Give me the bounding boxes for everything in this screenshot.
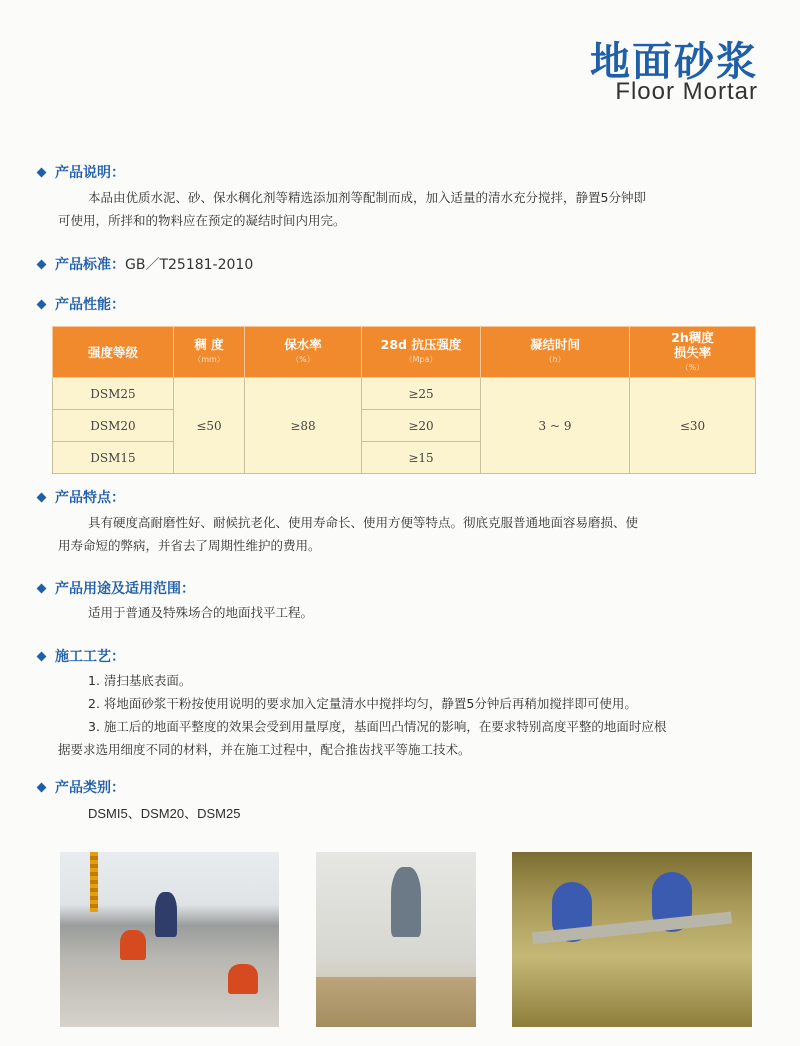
water-retention-cell: ≥88	[245, 378, 362, 474]
diamond-bullet-icon	[37, 299, 47, 309]
header-loss-rate: 2h稠度 损失率 （%）	[630, 327, 756, 378]
worker-figure	[391, 867, 421, 937]
section-usage-heading	[38, 578, 195, 598]
header-setting-time: 凝结时间 （h）	[481, 327, 630, 378]
section-description-heading	[38, 162, 125, 182]
usage-line-1: 适用于普通及特殊场合的地面找平工程。	[88, 605, 314, 620]
consistency-cell: ≤50	[174, 378, 245, 474]
header-grade: 强度等级	[53, 327, 174, 378]
header-strength: 28d 抗压强度 （Mpa）	[362, 327, 481, 378]
section-process-heading	[38, 646, 125, 666]
worker-figure	[228, 964, 258, 994]
header-consistency: 稠 度 （mm）	[174, 327, 245, 378]
process-step-1: 1. 清扫基底表面。	[88, 673, 192, 688]
section-label: 产品标准：	[55, 257, 125, 273]
standard-value: GB／T25181-2010	[125, 257, 254, 273]
table-header-row	[53, 327, 756, 378]
section-label: 施工工艺：	[55, 649, 125, 665]
diamond-bullet-icon	[37, 259, 47, 269]
table-row	[53, 378, 756, 410]
diamond-bullet-icon	[37, 651, 47, 661]
section-category-heading	[38, 777, 125, 797]
section-standard-heading	[38, 254, 253, 274]
strength-cell: ≥15	[362, 442, 481, 474]
features-line-2: 用寿命短的弊病，并省去了周期性维护的费用。	[58, 538, 321, 553]
section-performance-heading	[38, 294, 125, 314]
strength-cell: ≥25	[362, 378, 481, 410]
description-line-2: 可使用，所拌和的物料应在预定的凝结时间内用完。	[58, 213, 346, 228]
floor-shape	[316, 977, 476, 1027]
category-value: DSMI5、DSM20、DSM25	[88, 806, 241, 821]
process-step-3b: 据要求选用细度不同的材料，并在施工过程中，配合推齿找平等施工技术。	[58, 742, 471, 757]
diamond-bullet-icon	[37, 167, 47, 177]
worker-figure	[155, 892, 177, 937]
section-label: 产品说明：	[55, 165, 125, 181]
crane-shape	[90, 852, 98, 912]
grade-cell: DSM25	[53, 378, 174, 410]
grade-cell: DSM15	[53, 442, 174, 474]
process-step-3a: 3. 施工后的地面平整度的效果会受到用量厚度，基面凹凸情况的影响，在要求特别高度平整的地面时应根	[88, 719, 667, 734]
diamond-bullet-icon	[37, 782, 47, 792]
loss-rate-cell: ≤30	[630, 378, 756, 474]
process-step-2: 2. 将地面砂浆干粉按使用说明的要求加入定量清水中搅拌均匀，静置5分钟后再稍加搅拌即可使用。	[88, 696, 637, 711]
section-label: 产品特点：	[55, 490, 125, 506]
header-water-retention: 保水率 （%）	[245, 327, 362, 378]
features-line-1: 具有硬度高耐磨性好、耐候抗老化、使用寿命长、使用方便等特点。彻底克服普通地面容易磨损、使	[88, 515, 639, 530]
photo-trowel-closeup	[512, 852, 752, 1027]
section-label: 产品类别：	[55, 780, 125, 796]
diamond-bullet-icon	[37, 583, 47, 593]
setting-time-cell: 3 ~ 9	[481, 378, 630, 474]
photo-worker-leveling-floor	[316, 852, 476, 1027]
section-label: 产品性能：	[55, 297, 125, 313]
diamond-bullet-icon	[37, 492, 47, 502]
page-title-cn: 地面砂浆	[590, 39, 758, 85]
section-label: 产品用途及适用范围：	[55, 581, 195, 597]
description-line-1: 本品由优质水泥、砂、保水稠化剂等精选添加剂等配制而成，加入适量的清水充分搅拌，静置5分钟即	[88, 190, 646, 205]
photo-workers-on-roof	[60, 852, 279, 1027]
page-title-en: Floor Mortar	[615, 78, 758, 105]
worker-figure	[120, 930, 146, 960]
section-features-heading	[38, 487, 125, 507]
grade-cell: DSM20	[53, 410, 174, 442]
performance-table	[52, 326, 756, 474]
strength-cell: ≥20	[362, 410, 481, 442]
